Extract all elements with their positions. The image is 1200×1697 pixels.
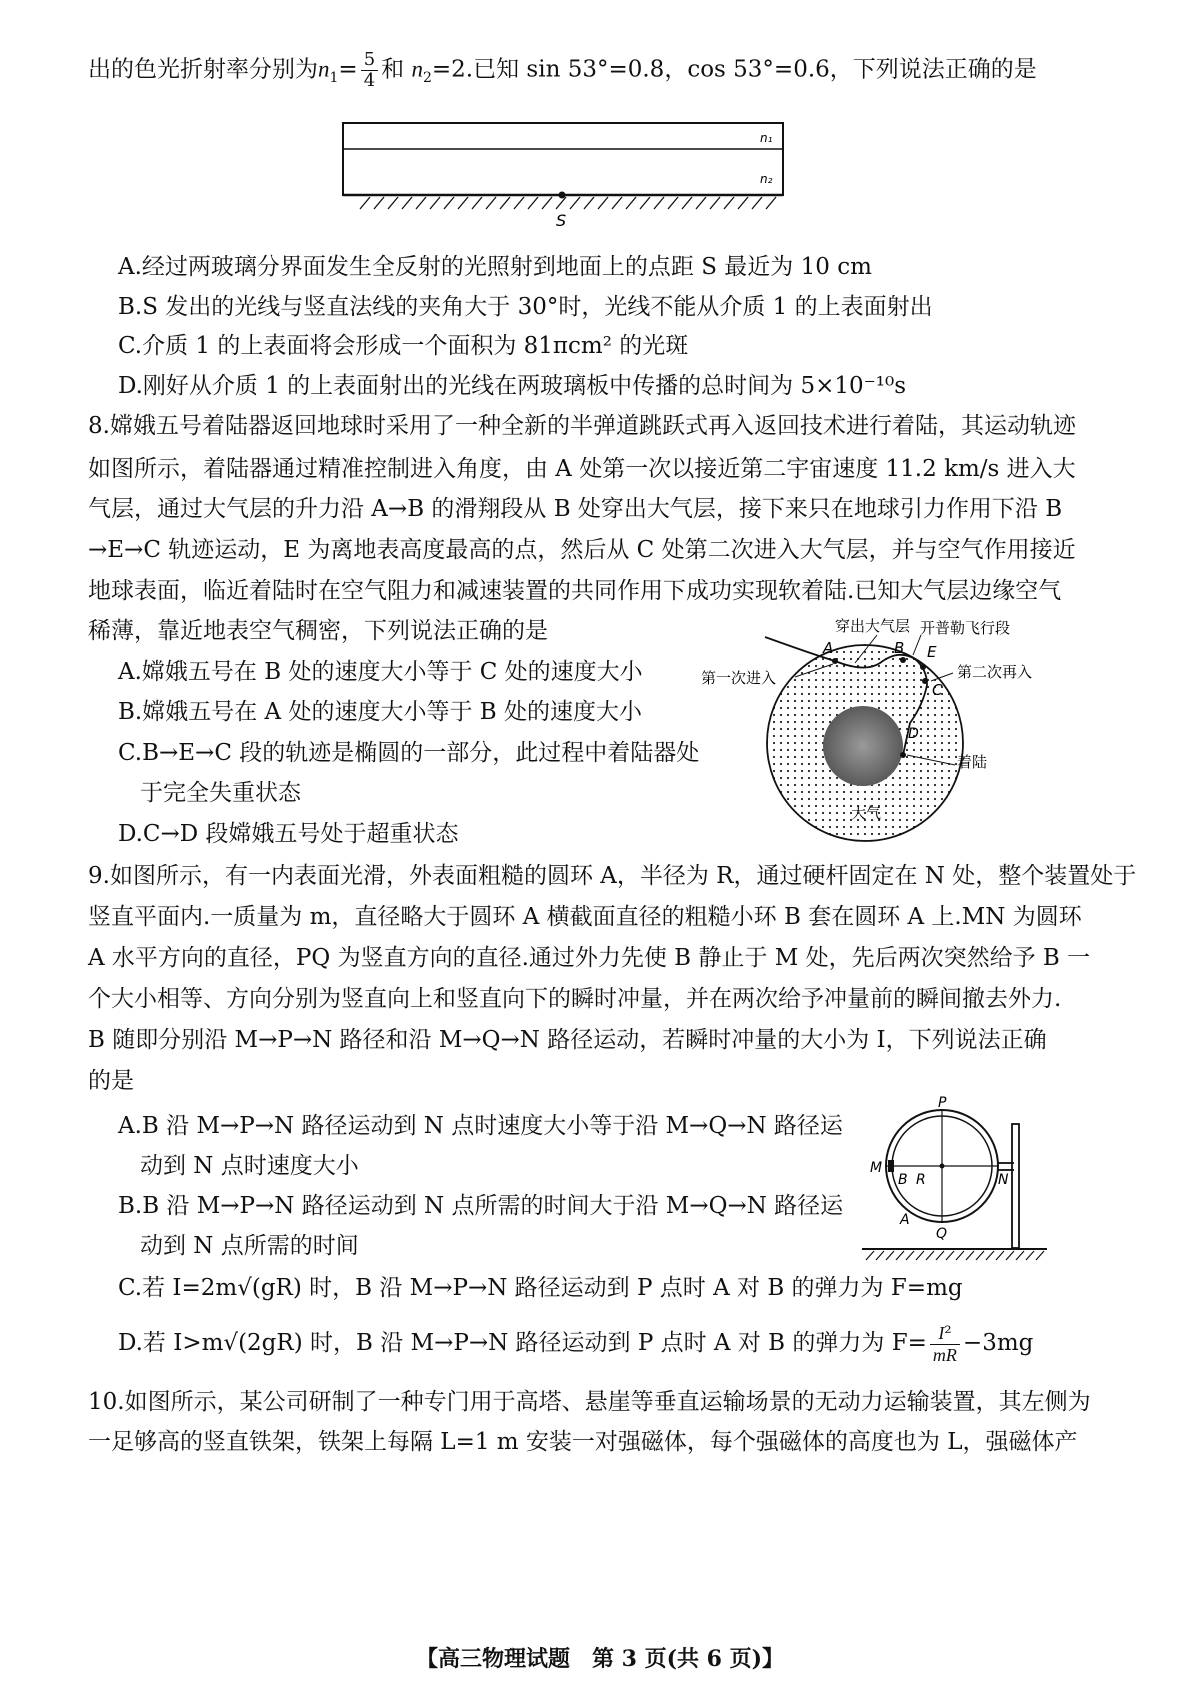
earth-disk <box>823 706 903 786</box>
ground-hatch <box>936 1251 944 1260</box>
q9-stem-line-1: 9.如图所示，有一内表面光滑，外表面粗糙的圆环 A，半径为 R，通过硬杆固定在 N 处，整个装置处于 <box>88 863 1137 889</box>
label-n2: n₂ <box>760 172 773 186</box>
ground-hatch <box>906 1251 914 1260</box>
q7-glass-figure <box>330 118 800 236</box>
ground-hatch <box>486 197 496 209</box>
fraction-5-4: $\frac{5}{4}$ <box>361 50 378 91</box>
ground-hatch <box>1016 1251 1024 1260</box>
q8-option-c-cont: 于完全失重状态 <box>140 780 301 806</box>
page-footer: 【高三物理试题 第 3 页(共 6 页)】 <box>415 1646 785 1672</box>
q9-option-c: C.若 I=2m√(gR) 时，B 沿 M→P→N 路径运动到 P 点时 A 对 B 的弹力为 F=mg <box>118 1275 963 1301</box>
ground-hatch <box>640 197 650 209</box>
fraction-i2-mr: $\frac{\text{I²}}{mR}$ <box>930 1323 960 1366</box>
ground-hatch <box>682 197 692 209</box>
label-exit: 穿出大气层 <box>835 617 911 635</box>
label-n1: n₁ <box>760 131 773 145</box>
q7-option-a: A.经过两玻璃分界面发生全反射的光照射到地面上的点距 S 最近为 10 cm <box>118 254 872 280</box>
ground-hatch <box>612 197 622 209</box>
ground-hatch <box>472 197 482 209</box>
ground-hatch <box>584 197 594 209</box>
ground-hatch <box>752 197 762 209</box>
label-atmos: 大气 <box>851 804 882 822</box>
ground-hatch <box>886 1251 894 1260</box>
ground-hatch <box>966 1251 974 1260</box>
ground-hatch <box>896 1251 904 1260</box>
ground-hatch <box>1006 1251 1014 1260</box>
ground-hatch <box>946 1251 954 1260</box>
q9-option-d: D.若 I>m√(2gR) 时，B 沿 M→P→N 路径运动到 P 点时 A 对 B 的弹力为 F= $\frac{\text{I²}}{mR}$ −3mg <box>118 1322 1034 1365</box>
ground-hatch <box>542 197 552 209</box>
q8-option-b: B.嫦娥五号在 A 处的速度大小等于 B 处的速度大小 <box>118 699 642 725</box>
q8-stem-line-5: 地球表面，临近着陆时在空气阻力和减速装置的共同作用下成功实现软着陆.已知大气层边缘空气 <box>88 578 1062 604</box>
q9-option-b: B.B 沿 M→P→N 路径运动到 N 点所需的时间大于沿 M→Q→N 路径运 <box>118 1193 844 1219</box>
ground-hatch <box>876 1251 884 1260</box>
ground-hatch <box>458 197 468 209</box>
q7-option-d: D.刚好从介质 1 的上表面射出的光线在两玻璃板中传播的总时间为 5×10⁻¹⁰s <box>118 373 907 399</box>
q8-reentry-figure <box>695 615 1065 845</box>
q7-option-b: B.S 发出的光线与竖直法线的夹角大于 30°时，光线不能从介质 1 的上表面射出 <box>118 294 933 320</box>
q9-ring-figure <box>862 1096 1067 1268</box>
q9-option-a-cont: 动到 N 点时速度大小 <box>140 1153 359 1179</box>
q10-stem-line-1: 10.如图所示，某公司研制了一种专门用于高塔、悬崖等垂直运输场景的无动力运输装置，其左侧为 <box>88 1389 1091 1415</box>
ground-hatch <box>1026 1251 1034 1260</box>
q9-stem-line-2: 竖直平面内.一质量为 m，直径略大于圆环 A 横截面直径的粗糙小环 B 套在圆环 A 上.MN 为圆环 <box>88 904 1082 930</box>
label-second: 第二次再入 <box>957 663 1033 681</box>
label-b: B <box>894 639 905 657</box>
ground-hatch <box>388 197 398 209</box>
ground-hatch <box>926 1251 934 1260</box>
q7-option-c: C.介质 1 的上表面将会形成一个面积为 81πcm² 的光斑 <box>118 333 689 359</box>
ground-hatch <box>668 197 678 209</box>
ground-hatch <box>996 1251 1004 1260</box>
ground-hatch <box>570 197 580 209</box>
label-d: D <box>908 726 919 742</box>
support-rod <box>1012 1124 1019 1248</box>
ground-hatch <box>738 197 748 209</box>
ground-hatch <box>514 197 524 209</box>
ground-hatch <box>1036 1251 1044 1260</box>
q8-stem-line-6: 稀薄，靠近地表空气稠密，下列说法正确的是 <box>88 618 548 644</box>
ground-hatch <box>528 197 538 209</box>
ground-hatch <box>866 1251 874 1260</box>
ground-hatch <box>956 1251 964 1260</box>
ground-hatch <box>402 197 412 209</box>
q7-intro: 出的色光折射率分别为$n_1=$ $\frac{5}{4}$ 和 $n_2=2$.已知 sin 53°=0.8，cos 53°=0.6，下列说法正确的是 <box>88 49 1037 91</box>
q8-stem-line-3: 气层，通过大气层的升力沿 A→B 的滑翔段从 B 处穿出大气层，接下来只在地球引力作用下沿 B <box>88 496 1063 522</box>
label-a: A <box>823 639 834 657</box>
label-m: M <box>870 1160 883 1176</box>
ground-hatch <box>374 197 384 209</box>
label-r: R <box>916 1172 926 1188</box>
n1-symbol: n <box>318 56 330 82</box>
ground-hatch <box>986 1251 994 1260</box>
ground-hatch <box>710 197 720 209</box>
q8-option-c: C.B→E→C 段的轨迹是椭圆的一部分，此过程中着陆器处 <box>118 740 700 766</box>
ground-hatch <box>626 197 636 209</box>
ground-hatch <box>766 197 776 209</box>
label-a-ring: A <box>900 1212 910 1228</box>
ground-hatch <box>556 197 566 209</box>
label-e: E <box>927 643 937 661</box>
label-first: 第一次进入 <box>701 669 777 687</box>
ground-hatch <box>500 197 510 209</box>
ground-hatch <box>360 197 370 209</box>
q9-stem-line-4: 个大小相等、方向分别为竖直向上和竖直向下的瞬时冲量，并在两次给予冲量前的瞬间撤去外力. <box>88 986 1062 1012</box>
q8-stem-line-4: →E→C 轨迹运动，E 为离地表高度最高的点，然后从 C 处第二次进入大气层，并与空气作用接近 <box>88 537 1076 563</box>
q8-option-d: D.C→D 段嫦娥五号处于超重状态 <box>118 821 459 847</box>
q9-stem-line-5: B 随即分别沿 M→P→N 路径和沿 M→Q→N 路径运动，若瞬时冲量的大小为 I，下列说法正确 <box>88 1027 1047 1053</box>
label-c: C <box>932 681 943 699</box>
ground-hatch <box>724 197 734 209</box>
q10-stem-line-2: 一足够高的竖直铁架，铁架上每隔 L=1 m 安装一对强磁体，每个强磁体的高度也为 L，强磁体产 <box>88 1429 1078 1455</box>
label-b-ring: B <box>898 1172 908 1188</box>
label-q: Q <box>936 1226 948 1242</box>
ground-hatch <box>696 197 706 209</box>
q8-option-a: A.嫦娥五号在 B 处的速度大小等于 C 处的速度大小 <box>118 659 643 685</box>
q9-option-b-cont: 动到 N 点所需的时间 <box>140 1233 359 1259</box>
label-n: N <box>998 1172 1009 1188</box>
label-kepler: 开普勒飞行段 <box>920 619 1011 637</box>
q9-stem-line-3: A 水平方向的直径，PQ 为竖直方向的直径.通过外力先使 B 静止于 M 处，先后两次突然给予 B 一 <box>88 945 1091 971</box>
q8-stem-line-2: 如图所示，着陆器通过精准控制进入角度，由 A 处第一次以接近第二宇宙速度 11.2 km/s 进入大 <box>88 456 1076 482</box>
label-s: S <box>556 211 567 230</box>
label-landing: 着陆 <box>957 753 988 771</box>
q9-option-a: A.B 沿 M→P→N 路径运动到 N 点时速度大小等于沿 M→Q→N 路径运 <box>118 1113 843 1139</box>
label-p: P <box>938 1096 947 1111</box>
q8-stem-line-1: 8.嫦娥五号着陆器返回地球时采用了一种全新的半弹道跳跃式再入返回技术进行着陆，其运动轨迹 <box>88 413 1076 439</box>
ground-hatch <box>416 197 426 209</box>
ground-hatch <box>430 197 440 209</box>
ground-hatch <box>654 197 664 209</box>
ground-hatch <box>916 1251 924 1260</box>
ground-hatch <box>444 197 454 209</box>
q9-stem-line-6: 的是 <box>88 1068 134 1094</box>
ground-hatch <box>598 197 608 209</box>
ground-hatch <box>976 1251 984 1260</box>
